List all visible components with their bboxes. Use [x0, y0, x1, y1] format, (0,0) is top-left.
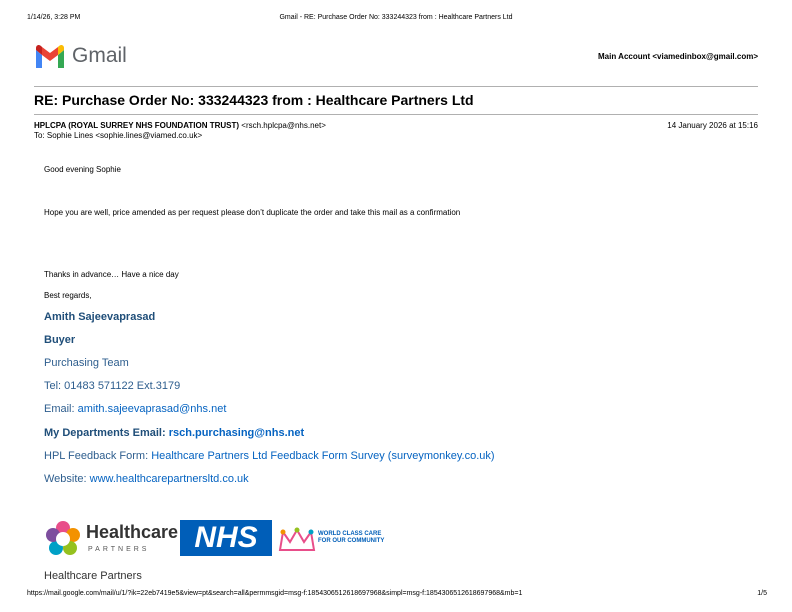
account-label: Main Account <viamedinbox@gmail.com>: [598, 52, 758, 61]
email-from: [34, 121, 326, 130]
page-number: 1/5: [757, 590, 767, 597]
signature-feedback: [44, 450, 495, 462]
nhs-logo: NHS: [180, 520, 272, 556]
thanks-line: Thanks in advance… Have a nice day: [44, 270, 179, 279]
body-paragraph: Hope you are well, price amended as per request please don’t duplicate the order and take this mail as a confirmation: [44, 208, 461, 217]
greeting: Good evening Sophie: [44, 165, 121, 174]
dept-email-label: My Departments Email:: [44, 427, 169, 439]
print-datetime: 1/14/26, 3:28 PM: [27, 14, 81, 21]
print-url: https://mail.google.com/mail/u/1/?ik=22eb7419e5&view=pt&search=all&permmsgid=msg-f:1854306512618697968&simpl=msg-f:1854306512618697968&mb=1: [27, 590, 523, 597]
sender-name: HPLCPA (ROYAL SURREY NHS FOUNDATION TRUST): [34, 121, 240, 130]
signature-email: [44, 403, 226, 415]
website-label: Website:: [44, 473, 90, 485]
crown-icon: [278, 526, 316, 554]
healthcare-logo-text: Healthcare: [86, 522, 179, 542]
wcc-line-1: WORLD CLASS CARE: [318, 531, 382, 537]
gmail-logo-icon: [34, 44, 66, 69]
signature-email-label: Email:: [44, 403, 78, 415]
email-date: 14 January 2026 at 15:16: [667, 121, 758, 130]
divider-subject: [34, 114, 758, 115]
world-class-care-text: [318, 531, 384, 545]
signature-org: Healthcare Partners: [44, 570, 142, 582]
print-title: Gmail - RE: Purchase Order No: 333244323 from : Healthcare Partners Ltd: [279, 14, 513, 21]
print-header: [0, 14, 792, 26]
email-subject: RE: Purchase Order No: 333244323 from : Healthcare Partners Ltd: [34, 92, 474, 108]
regards-line: Best regards,: [44, 291, 92, 300]
healthcare-partners-logo-icon: [44, 520, 82, 558]
signature-email-link[interactable]: amith.sajeevaprasad@nhs.net: [77, 403, 227, 415]
signature-logos: [44, 518, 404, 560]
gmail-wordmark: Gmail: [72, 44, 127, 67]
signature-website: [44, 473, 249, 485]
feedback-link[interactable]: Healthcare Partners Ltd Feedback Form Survey (surveymonkey.co.uk): [151, 450, 495, 462]
signature-tel: Tel: 01483 571122 Ext.3179: [44, 380, 181, 392]
signature-role: Buyer: [44, 334, 76, 346]
signature-team: Purchasing Team: [44, 357, 129, 369]
feedback-label: HPL Feedback Form:: [44, 450, 152, 462]
partners-logo-text: PARTNERS: [88, 546, 150, 553]
signature-dept-email: [44, 427, 304, 439]
dept-email-link[interactable]: rsch.purchasing@nhs.net: [168, 427, 305, 439]
sender-email: <rsch.hplcpa@nhs.net>: [241, 121, 326, 130]
divider-top: [34, 86, 758, 87]
email-to: To: Sophie Lines <sophie.lines@viamed.co.uk>: [34, 131, 203, 140]
signature-name: Amith Sajeevaprasad: [44, 311, 156, 323]
website-link[interactable]: www.healthcarepartnersltd.co.uk: [89, 473, 249, 485]
wcc-line-2: FOR OUR COMMUNITY: [318, 538, 385, 544]
